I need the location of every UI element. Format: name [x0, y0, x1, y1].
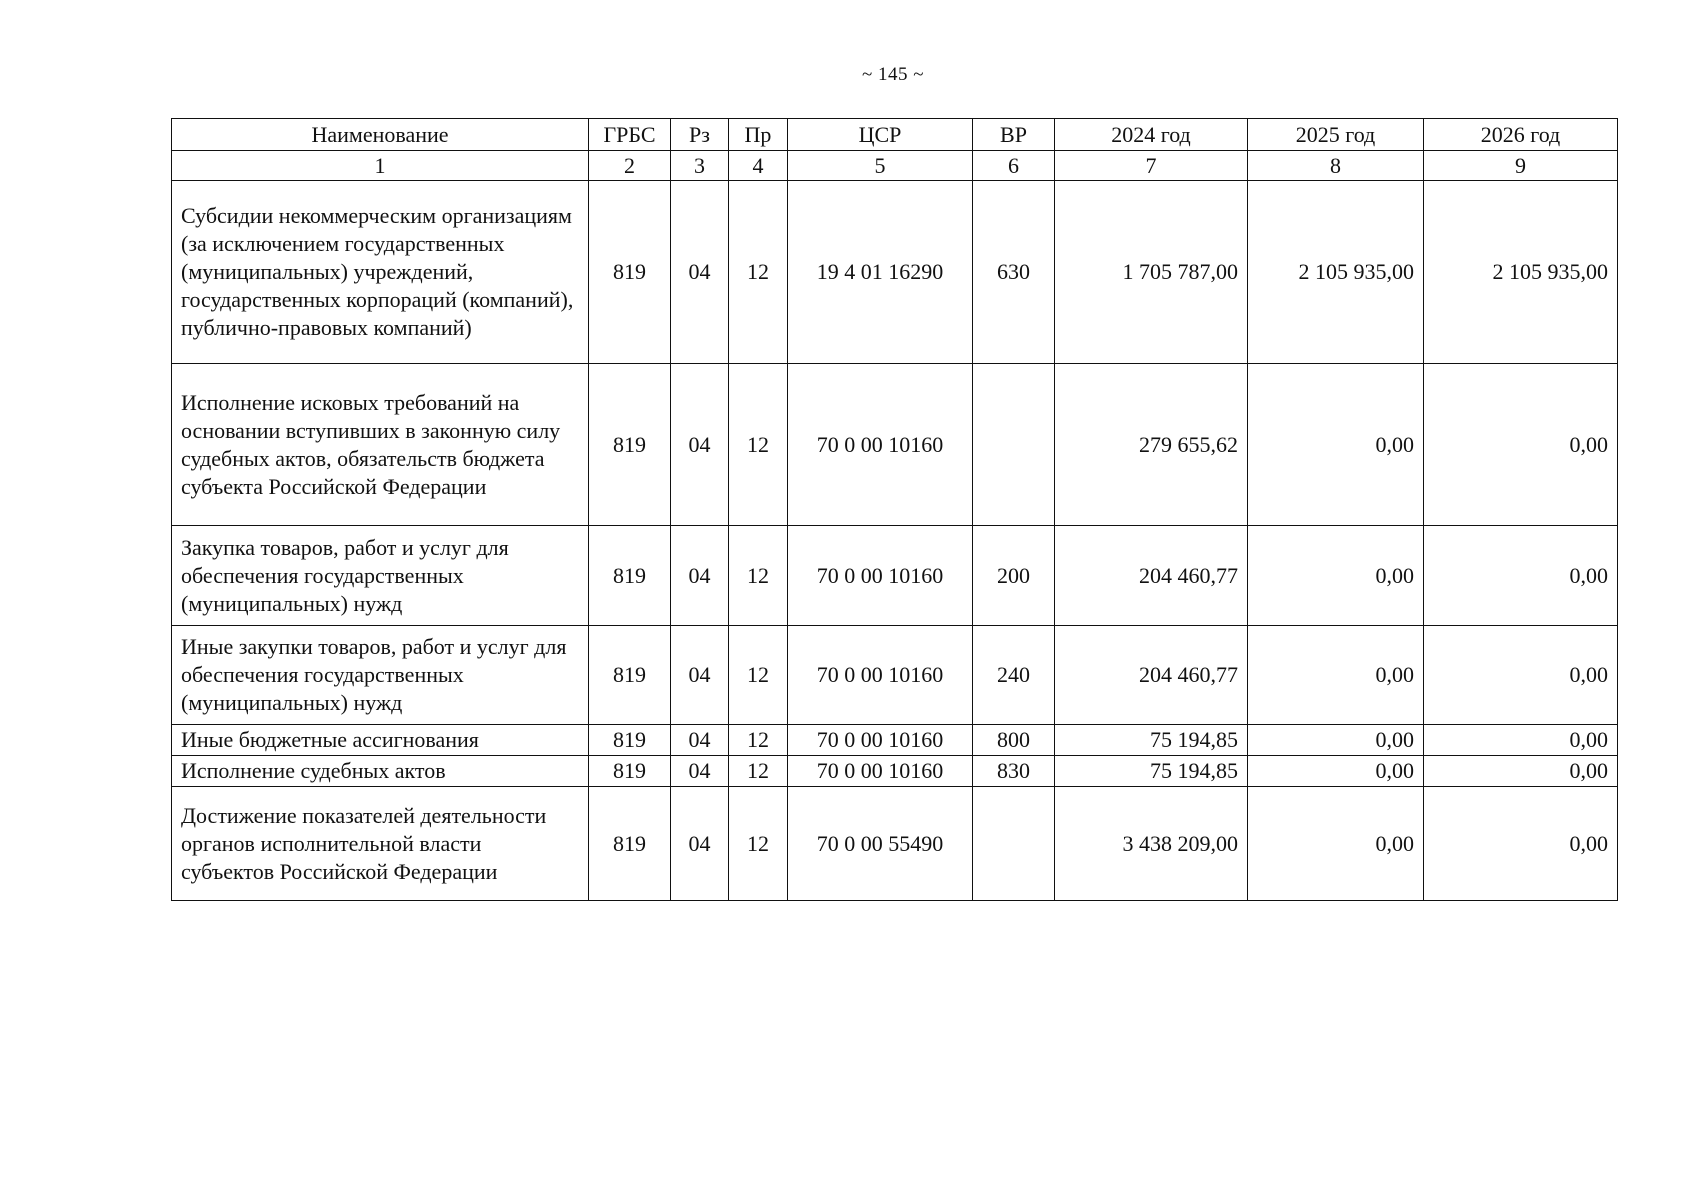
column-index: 8	[1248, 151, 1424, 181]
column-index: 2	[589, 151, 671, 181]
column-index: 6	[973, 151, 1055, 181]
table-row	[172, 756, 1618, 787]
column-index: 1	[172, 151, 589, 181]
row-grbs: 819	[589, 787, 671, 901]
column-index: 4	[729, 151, 788, 181]
column-index: 9	[1424, 151, 1618, 181]
row-2025: 0,00	[1248, 725, 1424, 756]
row-pr: 12	[729, 787, 788, 901]
column-index: 3	[671, 151, 729, 181]
row-rz: 04	[671, 181, 729, 364]
row-2025: 0,00	[1248, 364, 1424, 526]
row-csr: 70 0 00 10160	[788, 626, 973, 725]
row-2026: 0,00	[1424, 364, 1618, 526]
header-2025: 2025 год	[1248, 119, 1424, 151]
row-grbs: 819	[589, 626, 671, 725]
column-index: 5	[788, 151, 973, 181]
row-pr: 12	[729, 526, 788, 626]
row-2026: 2 105 935,00	[1424, 181, 1618, 364]
row-2026: 0,00	[1424, 725, 1618, 756]
row-2024: 3 438 209,00	[1055, 787, 1248, 901]
row-pr: 12	[729, 626, 788, 725]
row-vr: 200	[973, 526, 1055, 626]
row-2024: 75 194,85	[1055, 756, 1248, 787]
row-2026: 0,00	[1424, 626, 1618, 725]
header-row	[172, 119, 1618, 151]
row-rz: 04	[671, 725, 729, 756]
header-2024: 2024 год	[1055, 119, 1248, 151]
row-2024: 204 460,77	[1055, 526, 1248, 626]
header-grbs: ГРБС	[589, 119, 671, 151]
row-vr	[973, 787, 1055, 901]
column-index-row	[172, 151, 1618, 181]
row-csr: 70 0 00 10160	[788, 364, 973, 526]
row-grbs: 819	[589, 756, 671, 787]
header-2026: 2026 год	[1424, 119, 1618, 151]
row-2025: 2 105 935,00	[1248, 181, 1424, 364]
row-grbs: 819	[589, 725, 671, 756]
row-name: Достижение показателей деятельности органов исполнительной власти субъектов Российской Федерации	[172, 787, 589, 901]
budget-table	[171, 118, 1618, 901]
header-pr: Пр	[729, 119, 788, 151]
row-2025: 0,00	[1248, 526, 1424, 626]
row-vr: 830	[973, 756, 1055, 787]
header-vr: ВР	[973, 119, 1055, 151]
table-row	[172, 526, 1618, 626]
row-2026: 0,00	[1424, 787, 1618, 901]
row-vr: 630	[973, 181, 1055, 364]
row-pr: 12	[729, 756, 788, 787]
row-name: Иные закупки товаров, работ и услуг для обеспечения государственных (муниципальных) нужд	[172, 626, 589, 725]
row-name: Субсидии некоммерческим организациям (за исключением государственных (муниципальных) учреждений, государственных корпораций (компаний), публично-правовых компаний)	[172, 181, 589, 364]
header-csr: ЦСР	[788, 119, 973, 151]
table-row	[172, 787, 1618, 901]
row-csr: 19 4 01 16290	[788, 181, 973, 364]
row-csr: 70 0 00 10160	[788, 526, 973, 626]
header-rz: Рз	[671, 119, 729, 151]
row-grbs: 819	[589, 181, 671, 364]
row-rz: 04	[671, 626, 729, 725]
row-2026: 0,00	[1424, 756, 1618, 787]
row-vr: 240	[973, 626, 1055, 725]
row-2026: 0,00	[1424, 526, 1618, 626]
row-2024: 75 194,85	[1055, 725, 1248, 756]
row-2025: 0,00	[1248, 756, 1424, 787]
row-2024: 204 460,77	[1055, 626, 1248, 725]
row-2024: 279 655,62	[1055, 364, 1248, 526]
row-2025: 0,00	[1248, 626, 1424, 725]
table-row	[172, 181, 1618, 364]
row-rz: 04	[671, 756, 729, 787]
row-csr: 70 0 00 10160	[788, 725, 973, 756]
table-row	[172, 626, 1618, 725]
row-grbs: 819	[589, 526, 671, 626]
row-pr: 12	[729, 364, 788, 526]
row-grbs: 819	[589, 364, 671, 526]
row-pr: 12	[729, 725, 788, 756]
row-name: Иные бюджетные ассигнования	[172, 725, 589, 756]
row-csr: 70 0 00 10160	[788, 756, 973, 787]
row-vr: 800	[973, 725, 1055, 756]
row-rz: 04	[671, 787, 729, 901]
page-number: ~ 145 ~	[861, 64, 925, 85]
row-rz: 04	[671, 364, 729, 526]
row-csr: 70 0 00 55490	[788, 787, 973, 901]
column-index: 7	[1055, 151, 1248, 181]
header-name: Наименование	[172, 119, 589, 151]
table-row	[172, 725, 1618, 756]
row-2024: 1 705 787,00	[1055, 181, 1248, 364]
row-vr	[973, 364, 1055, 526]
row-name: Закупка товаров, работ и услуг для обеспечения государственных (муниципальных) нужд	[172, 526, 589, 626]
table-row	[172, 364, 1618, 526]
row-name: Исполнение судебных актов	[172, 756, 589, 787]
row-rz: 04	[671, 526, 729, 626]
row-name: Исполнение исковых требований на основании вступивших в законную силу судебных актов, обязательств бюджета субъекта Российской Федерации	[172, 364, 589, 526]
row-2025: 0,00	[1248, 787, 1424, 901]
row-pr: 12	[729, 181, 788, 364]
